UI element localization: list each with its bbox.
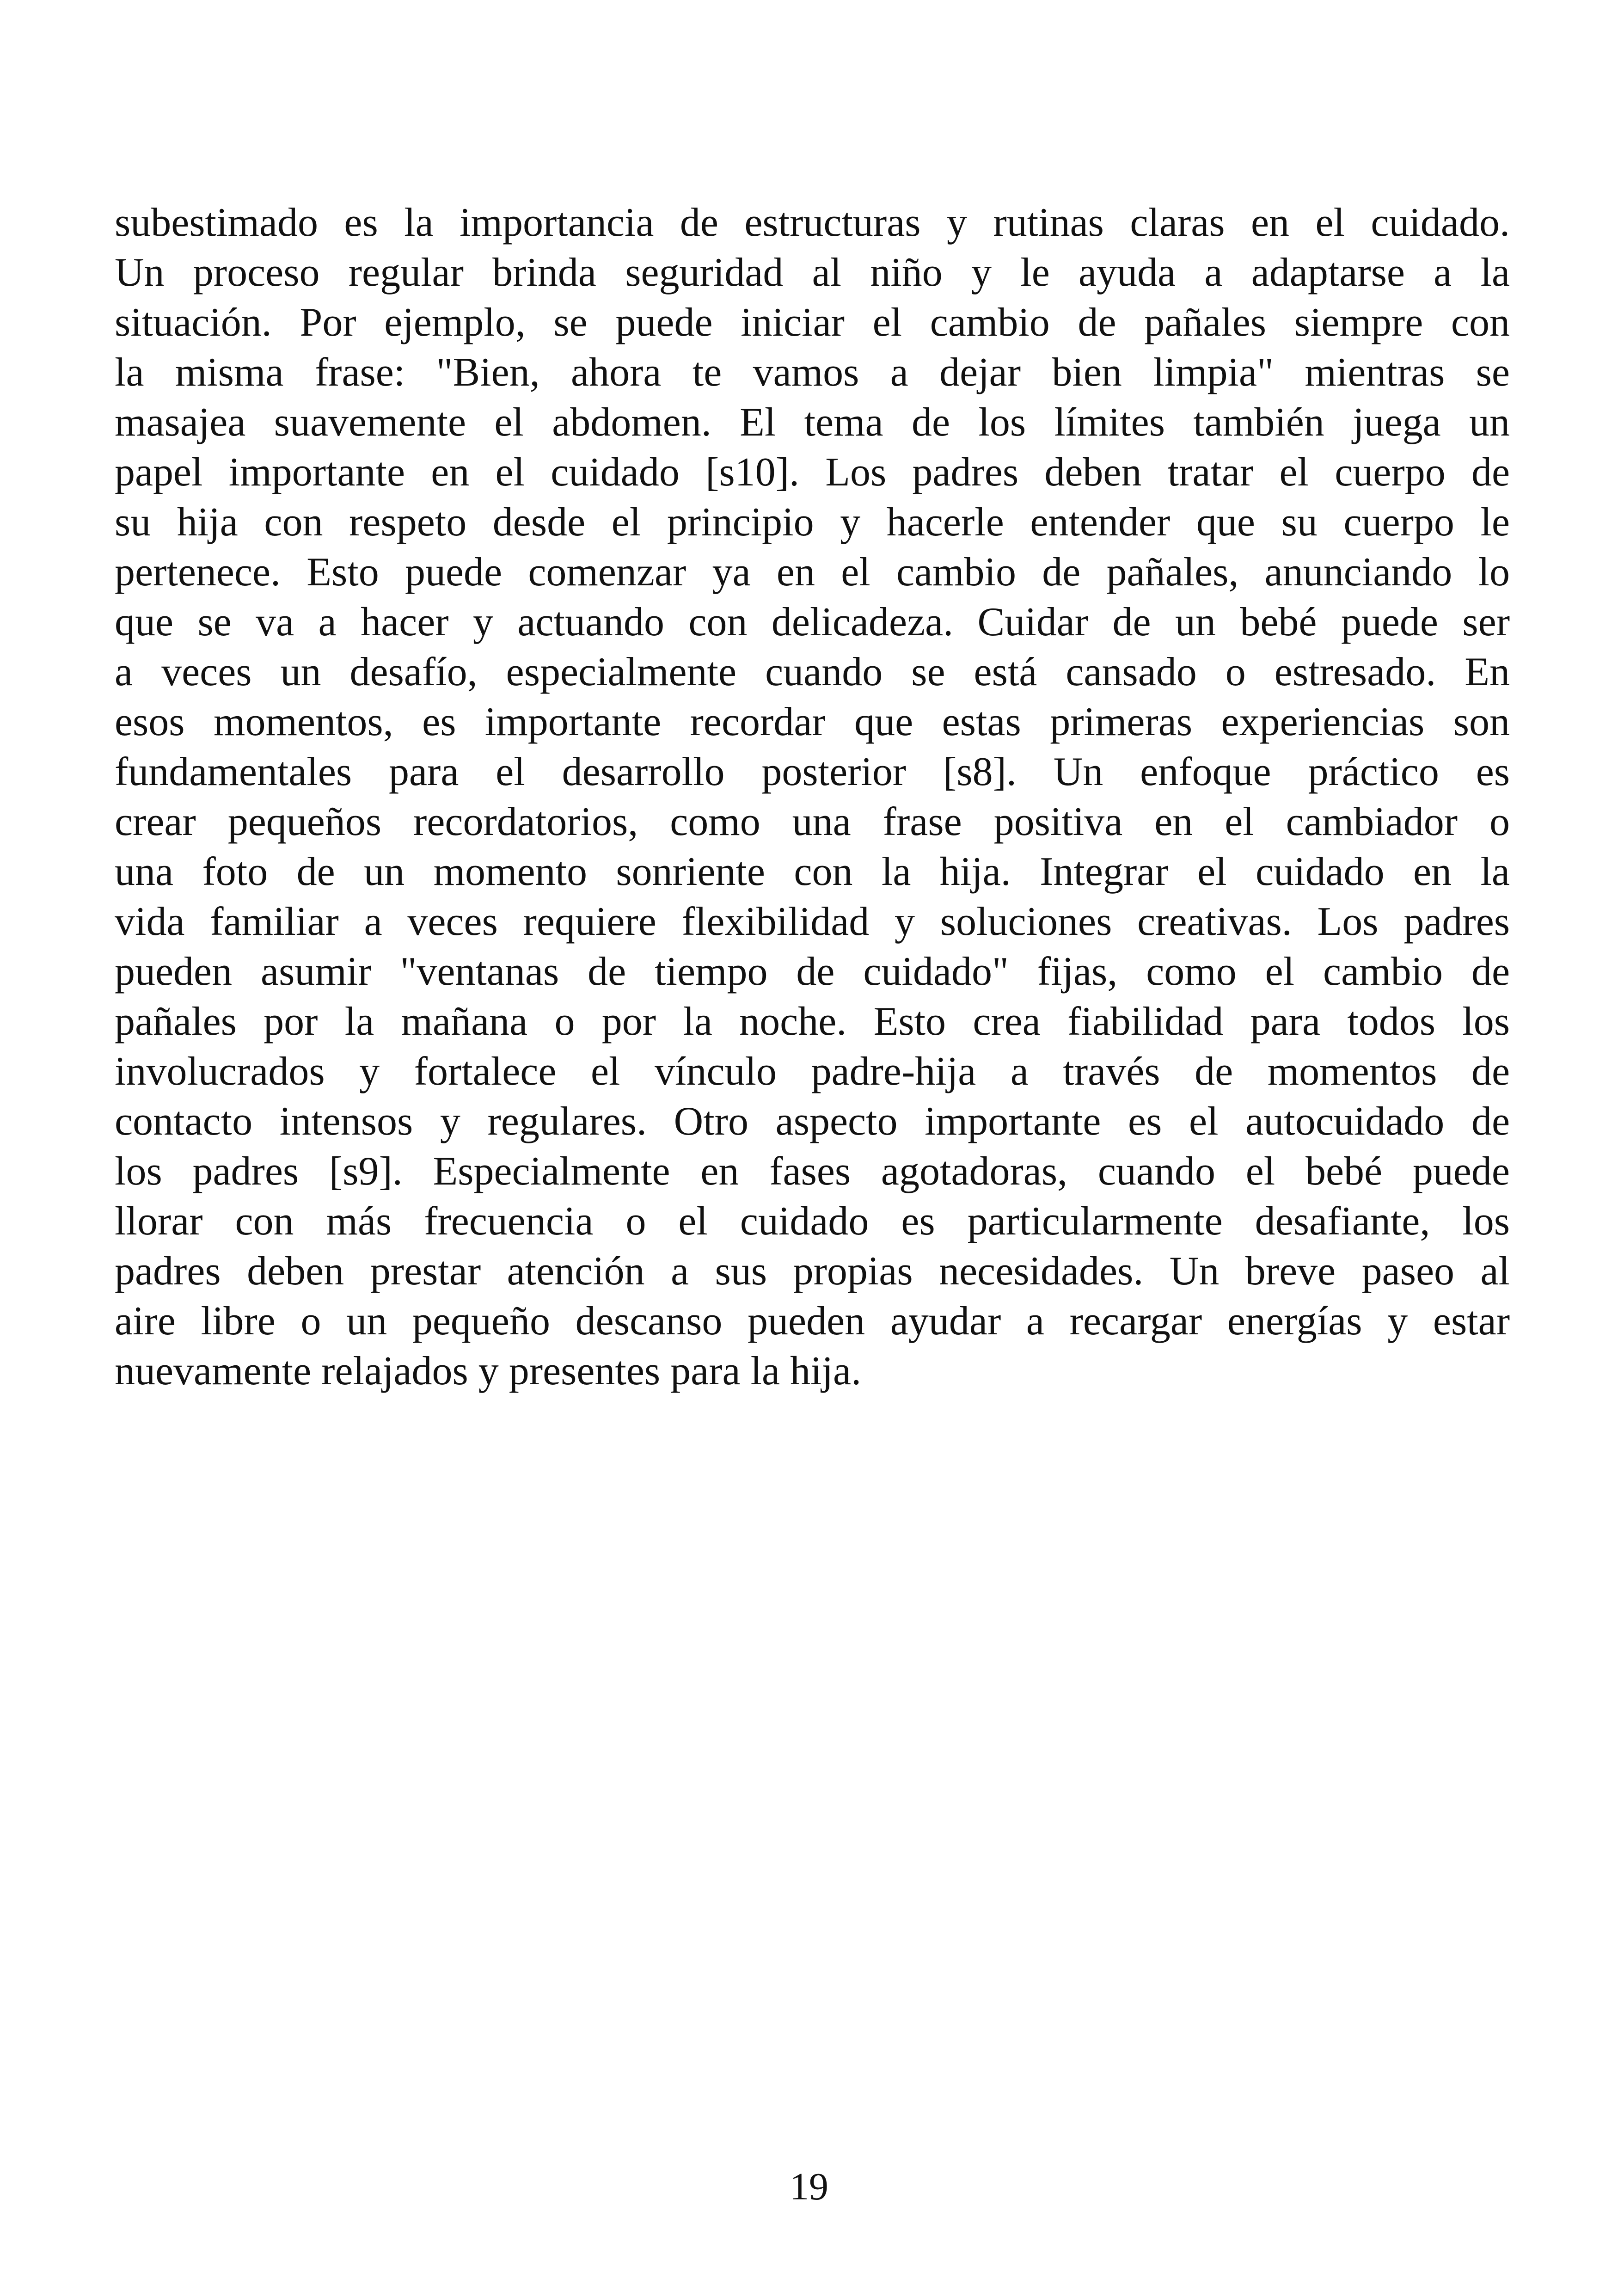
text-line: pañales por la mañana o por la noche. Esto crea fiabilidad para todos los bbox=[115, 999, 1510, 1044]
text-line: papel importante en el cuidado [s10]. Los padres deben tratar el cuerpo de bbox=[115, 450, 1510, 495]
page-number: 19 bbox=[790, 2165, 828, 2208]
text-line: masajea suavemente el abdomen. El tema de los límites también juega un bbox=[115, 400, 1510, 445]
text-line: crear pequeños recordatorios, como una frase positiva en el cambiador o bbox=[115, 799, 1510, 844]
text-line: a veces un desafío, especialmente cuando se está cansado o estresado. En bbox=[115, 650, 1510, 694]
text-line: su hija con respeto desde el principio y hacerle entender que su cuerpo le bbox=[115, 500, 1510, 545]
text-line: vida familiar a veces requiere flexibilidad y soluciones creativas. Los padres bbox=[115, 899, 1510, 944]
text-line: pueden asumir "ventanas de tiempo de cuidado" fijas, como el cambio de bbox=[115, 949, 1510, 994]
text-line: involucrados y fortalece el vínculo padre-hija a través de momentos de bbox=[115, 1049, 1510, 1094]
text-line: la misma frase: "Bien, ahora te vamos a dejar bien limpia" mientras se bbox=[115, 350, 1510, 395]
text-line: subestimado es la importancia de estructuras y rutinas claras en el cuidado. bbox=[115, 200, 1510, 245]
text-line: nuevamente relajados y presentes para la hija. bbox=[115, 1349, 862, 1394]
text-line: fundamentales para el desarrollo posterior [s8]. Un enfoque práctico es bbox=[115, 749, 1510, 794]
text-line: una foto de un momento sonriente con la hija. Integrar el cuidado en la bbox=[115, 849, 1510, 894]
text-line: aire libre o un pequeño descanso pueden ayudar a recargar energías y estar bbox=[115, 1299, 1510, 1344]
text-line: Un proceso regular brinda seguridad al niño y le ayuda a adaptarse a la bbox=[115, 250, 1510, 295]
text-line: los padres [s9]. Especialmente en fases agotadoras, cuando el bebé puede bbox=[115, 1149, 1510, 1194]
body-paragraph bbox=[115, 198, 1510, 1396]
text-line: situación. Por ejemplo, se puede iniciar el cambio de pañales siempre con bbox=[115, 300, 1510, 345]
text-line: esos momentos, es importante recordar que estas primeras experiencias son bbox=[115, 700, 1510, 744]
text-line: que se va a hacer y actuando con delicadeza. Cuidar de un bebé puede ser bbox=[115, 600, 1510, 645]
text-line: llorar con más frecuencia o el cuidado es particularmente desafiante, los bbox=[115, 1199, 1510, 1244]
text-line: padres deben prestar atención a sus propias necesidades. Un breve paseo al bbox=[115, 1249, 1510, 1294]
text-line: contacto intensos y regulares. Otro aspecto importante es el autocuidado de bbox=[115, 1099, 1510, 1144]
text-line: pertenece. Esto puede comenzar ya en el cambio de pañales, anunciando lo bbox=[115, 550, 1510, 595]
